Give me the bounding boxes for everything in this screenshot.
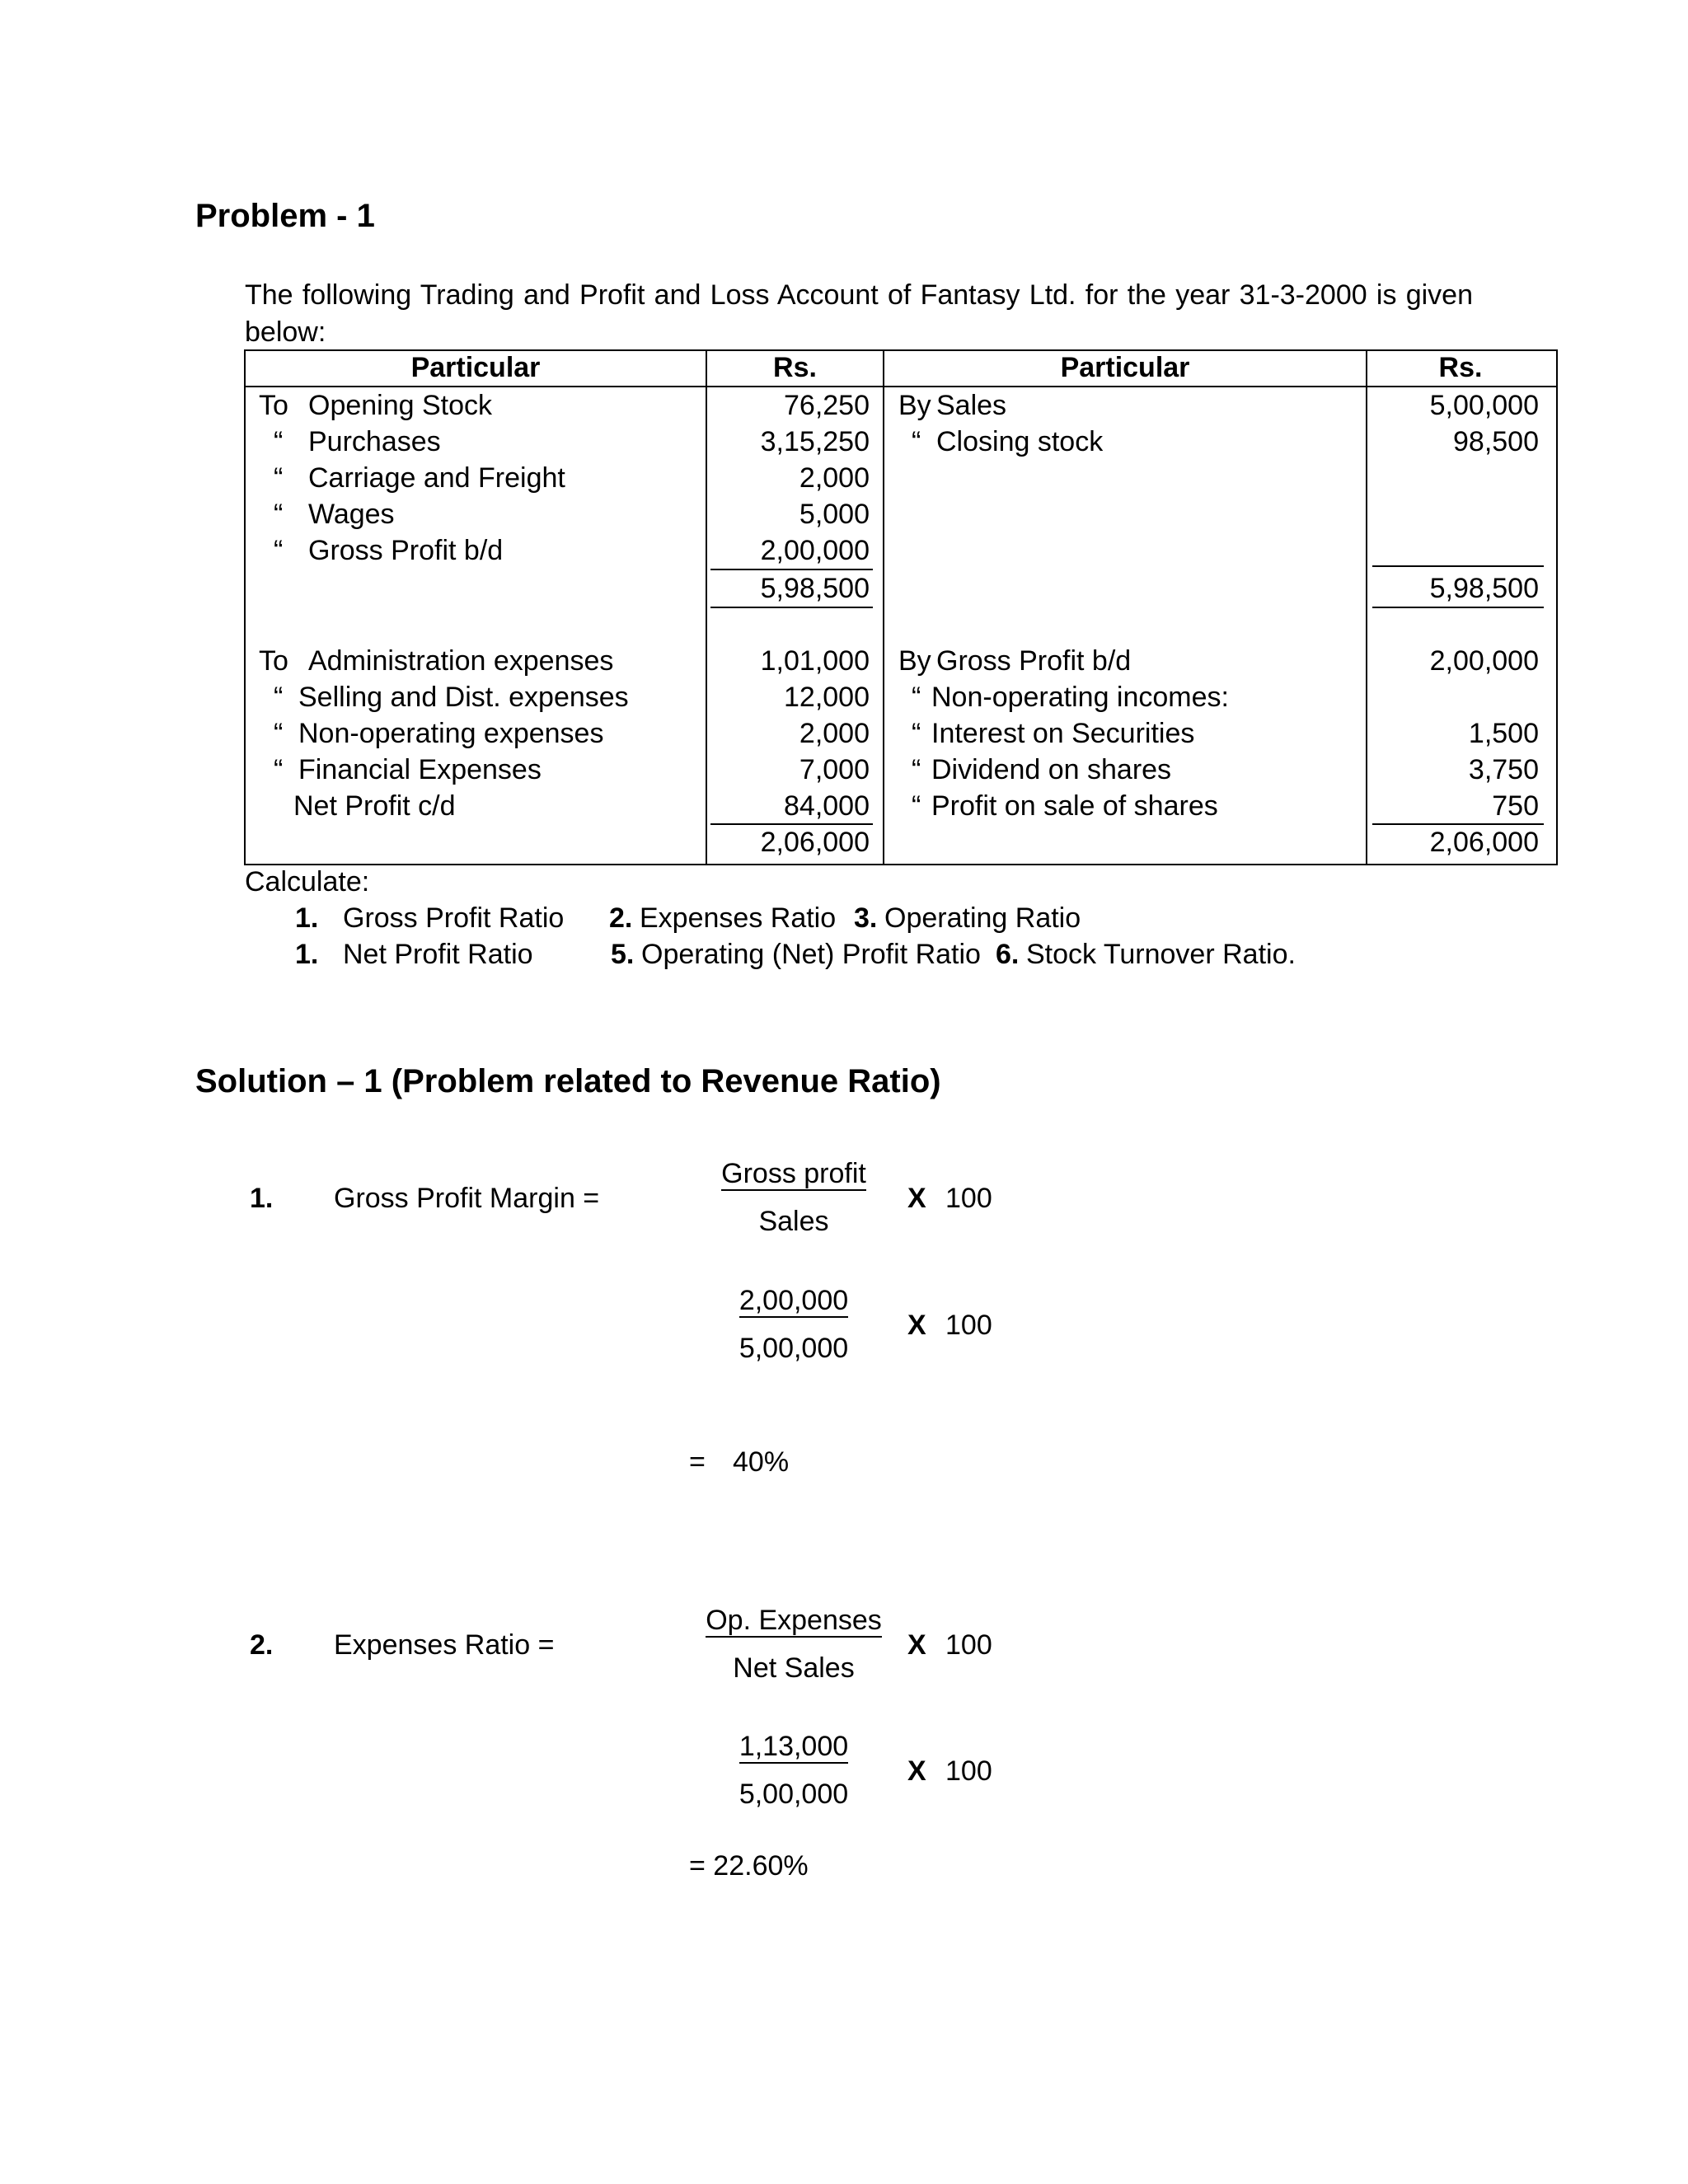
row-amount: 98,500 [1453,426,1539,457]
calculate-label: Calculate: [245,866,370,898]
task-label: Stock Turnover Ratio. [1026,939,1296,970]
row-label: Wages [308,499,395,530]
fraction-numerator: 1,13,000 [738,1731,849,1762]
pl-debit-total: 2,06,000 [760,827,870,858]
result-value: = 22.60% [689,1850,809,1882]
row-label: Sales [936,390,1007,421]
problem-title: Problem - 1 [195,198,375,234]
table-divider [883,349,884,864]
row-prefix: By [898,645,931,677]
total-rule [710,607,873,608]
row-prefix: By [898,390,931,421]
header-rs: Rs. [1438,352,1483,383]
task-number: 1. [295,902,319,934]
formula-label: Gross Profit Margin = [334,1183,600,1214]
row-amount: 2,00,000 [760,535,870,566]
result-value: 40% [733,1446,790,1478]
table-divider [706,349,707,864]
row-prefix: “ [274,718,284,749]
row-label: Closing stock [936,426,1104,457]
fraction-denominator: 5,00,000 [738,1333,849,1364]
row-label: Non-operating expenses [298,718,604,749]
task-number: 1. [295,939,319,970]
row-amount: 1,500 [1468,718,1539,749]
solution-step-number: 1. [250,1183,274,1214]
row-prefix: “ [912,718,921,749]
row-label: Gross Profit b/d [936,645,1132,677]
task-label: Net Profit Ratio [343,939,533,970]
multiplier: 100 [945,1183,992,1214]
multiply-sign: X [907,1310,926,1341]
row-prefix: “ [274,754,284,785]
row-prefix: “ [274,535,284,566]
task-label: Expenses Ratio [640,902,837,934]
trading-debit-total: 5,98,500 [760,573,870,604]
row-amount: 12,000 [784,682,870,713]
task-number: 2. [609,902,633,934]
multiply-sign: X [907,1183,926,1214]
row-prefix: “ [912,790,921,822]
row-prefix: “ [912,426,921,457]
row-amount: 3,15,250 [760,426,870,457]
task-label: Gross Profit Ratio [343,902,565,934]
row-label: Selling and Dist. expenses [298,682,629,713]
trading-credit-total: 5,98,500 [1429,573,1539,604]
fraction-denominator: 5,00,000 [738,1779,849,1810]
total-rule [1372,565,1544,567]
multiply-sign: X [907,1755,926,1787]
row-amount: 750 [1492,790,1539,822]
total-rule [1372,607,1544,608]
problem-intro: The following Trading and Profit and Loss Account of Fantasy Ltd. for the year 31-3-2000 is given below: [245,279,1473,348]
row-amount: 1,01,000 [760,645,870,677]
row-amount: 5,000 [799,499,870,530]
row-label: Non-operating incomes: [931,682,1229,713]
row-amount: 2,000 [799,718,870,749]
row-prefix: “ [274,426,284,457]
table-divider [1366,349,1367,864]
equals-sign: = [689,1446,706,1478]
row-amount: 2,000 [799,462,870,494]
row-prefix: “ [274,499,284,530]
header-particular: Particular [410,352,541,383]
row-amount: 2,00,000 [1429,645,1539,677]
header-rs: Rs. [773,352,817,383]
task-number: 5. [611,939,635,970]
row-label: Profit on sale of shares [931,790,1218,822]
row-prefix: “ [274,682,284,713]
pl-credit-total: 2,06,000 [1429,827,1539,858]
row-amount: 5,00,000 [1429,390,1539,421]
row-amount: 3,750 [1468,754,1539,785]
multiplier: 100 [945,1629,992,1661]
row-prefix: To [259,645,288,677]
fraction-denominator: Sales [758,1206,829,1237]
task-number: 6. [996,939,1020,970]
row-label: Opening Stock [308,390,493,421]
fraction-denominator: Net Sales [733,1652,855,1684]
header-particular: Particular [1060,352,1190,383]
solution-title: Solution – 1 (Problem related to Revenue Ratio) [195,1063,941,1099]
formula-label: Expenses Ratio = [334,1629,555,1661]
row-label: Carriage and Freight [308,462,565,494]
row-label: Dividend on shares [931,754,1172,785]
row-label: Financial Expenses [298,754,542,785]
row-prefix: “ [912,682,921,713]
solution-step-number: 2. [250,1629,274,1661]
fraction-numerator: 2,00,000 [738,1285,849,1316]
row-prefix: To [259,390,288,421]
row-label: Administration expenses [308,645,614,677]
row-amount: 84,000 [784,790,870,822]
row-label: Net Profit c/d [293,790,456,822]
row-label: Gross Profit b/d [308,535,504,566]
task-label: Operating Ratio [884,902,1081,934]
task-label: Operating (Net) Profit Ratio [641,939,981,970]
multiplier: 100 [945,1755,992,1787]
multiplier: 100 [945,1310,992,1341]
row-amount: 7,000 [799,754,870,785]
task-number: 3. [854,902,878,934]
row-label: Purchases [308,426,441,457]
row-label: Interest on Securities [931,718,1195,749]
row-prefix: “ [274,462,284,494]
row-amount: 76,250 [784,390,870,421]
multiply-sign: X [907,1629,926,1661]
fraction-numerator: Gross profit [721,1158,866,1189]
row-prefix: “ [912,754,921,785]
fraction-numerator: Op. Expenses [706,1605,882,1636]
